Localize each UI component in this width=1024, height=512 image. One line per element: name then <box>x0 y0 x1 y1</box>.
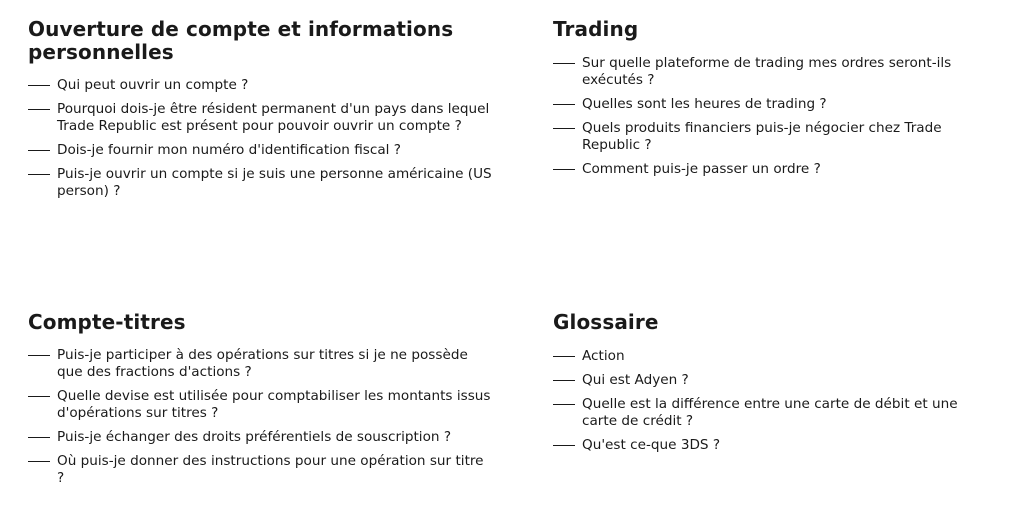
dash-icon <box>553 63 575 64</box>
faq-link[interactable] <box>553 55 993 89</box>
faq-question: Action <box>582 348 625 364</box>
dash-icon <box>28 109 50 110</box>
dash-icon <box>553 169 575 170</box>
faq-list <box>28 347 493 487</box>
faq-link[interactable] <box>553 348 993 365</box>
faq-question: Quelles sont les heures de trading ? <box>582 96 827 112</box>
section-account-opening <box>28 18 493 207</box>
faq-link[interactable] <box>28 429 493 446</box>
faq-question: Dois-je fournir mon numéro d'identification fiscal ? <box>57 142 401 158</box>
faq-link[interactable] <box>28 166 493 200</box>
faq-link[interactable] <box>553 161 993 178</box>
section-securities-account <box>28 311 493 494</box>
dash-icon <box>28 355 50 356</box>
faq-question: Quels produits financiers puis-je négocier chez Trade Republic ? <box>582 120 942 153</box>
dash-icon <box>553 445 575 446</box>
dash-icon <box>28 396 50 397</box>
faq-link[interactable] <box>553 96 993 113</box>
faq-list <box>553 348 993 454</box>
faq-link[interactable] <box>28 347 493 381</box>
dash-icon <box>553 380 575 381</box>
faq-question: Quelle devise est utilisée pour comptabiliser les montants issus d'opérations sur titres ? <box>57 388 491 421</box>
dash-icon <box>28 174 50 175</box>
dash-icon <box>553 404 575 405</box>
faq-question: Quelle est la différence entre une carte de débit et une carte de crédit ? <box>582 396 958 429</box>
faq-link[interactable] <box>553 120 993 154</box>
dash-icon <box>553 128 575 129</box>
faq-question: Qui peut ouvrir un compte ? <box>57 77 249 93</box>
faq-link[interactable] <box>553 372 993 389</box>
faq-question: Pourquoi dois-je être résident permanent d'un pays dans lequel Trade Republic est présent pour pouvoir ouvrir un compte ? <box>57 101 490 134</box>
faq-link[interactable] <box>553 396 993 430</box>
faq-question: Comment puis-je passer un ordre ? <box>582 161 821 177</box>
section-title: Ouverture de compte et informations personnelles <box>28 17 454 64</box>
faq-question: Puis-je échanger des droits préférentiels de souscription ? <box>57 429 452 445</box>
faq-link[interactable] <box>28 77 493 94</box>
faq-link[interactable] <box>28 142 493 159</box>
faq-question: Où puis-je donner des instructions pour une opération sur titre ? <box>57 453 484 486</box>
faq-link[interactable] <box>28 101 493 135</box>
section-title: Trading <box>553 17 639 41</box>
dash-icon <box>28 461 50 462</box>
faq-question: Puis-je ouvrir un compte si je suis une personne américaine (US person) ? <box>57 166 492 199</box>
dash-icon <box>553 104 575 105</box>
faq-link[interactable] <box>28 453 493 487</box>
faq-link[interactable] <box>28 388 493 422</box>
faq-list <box>28 77 493 200</box>
section-title: Compte-titres <box>28 310 186 334</box>
faq-question: Qui est Adyen ? <box>582 372 689 388</box>
dash-icon <box>28 85 50 86</box>
faq-link[interactable] <box>553 437 993 454</box>
faq-question: Puis-je participer à des opérations sur titres si je ne possède que des fractions d'actions ? <box>57 347 468 380</box>
section-title: Glossaire <box>553 310 659 334</box>
dash-icon <box>553 356 575 357</box>
section-trading <box>553 18 993 185</box>
dash-icon <box>28 437 50 438</box>
faq-question: Sur quelle plateforme de trading mes ordres seront-ils exécutés ? <box>582 55 952 88</box>
dash-icon <box>28 150 50 151</box>
faq-list <box>553 55 993 178</box>
faq-question: Qu'est ce-que 3DS ? <box>582 437 721 453</box>
section-glossary <box>553 311 993 461</box>
